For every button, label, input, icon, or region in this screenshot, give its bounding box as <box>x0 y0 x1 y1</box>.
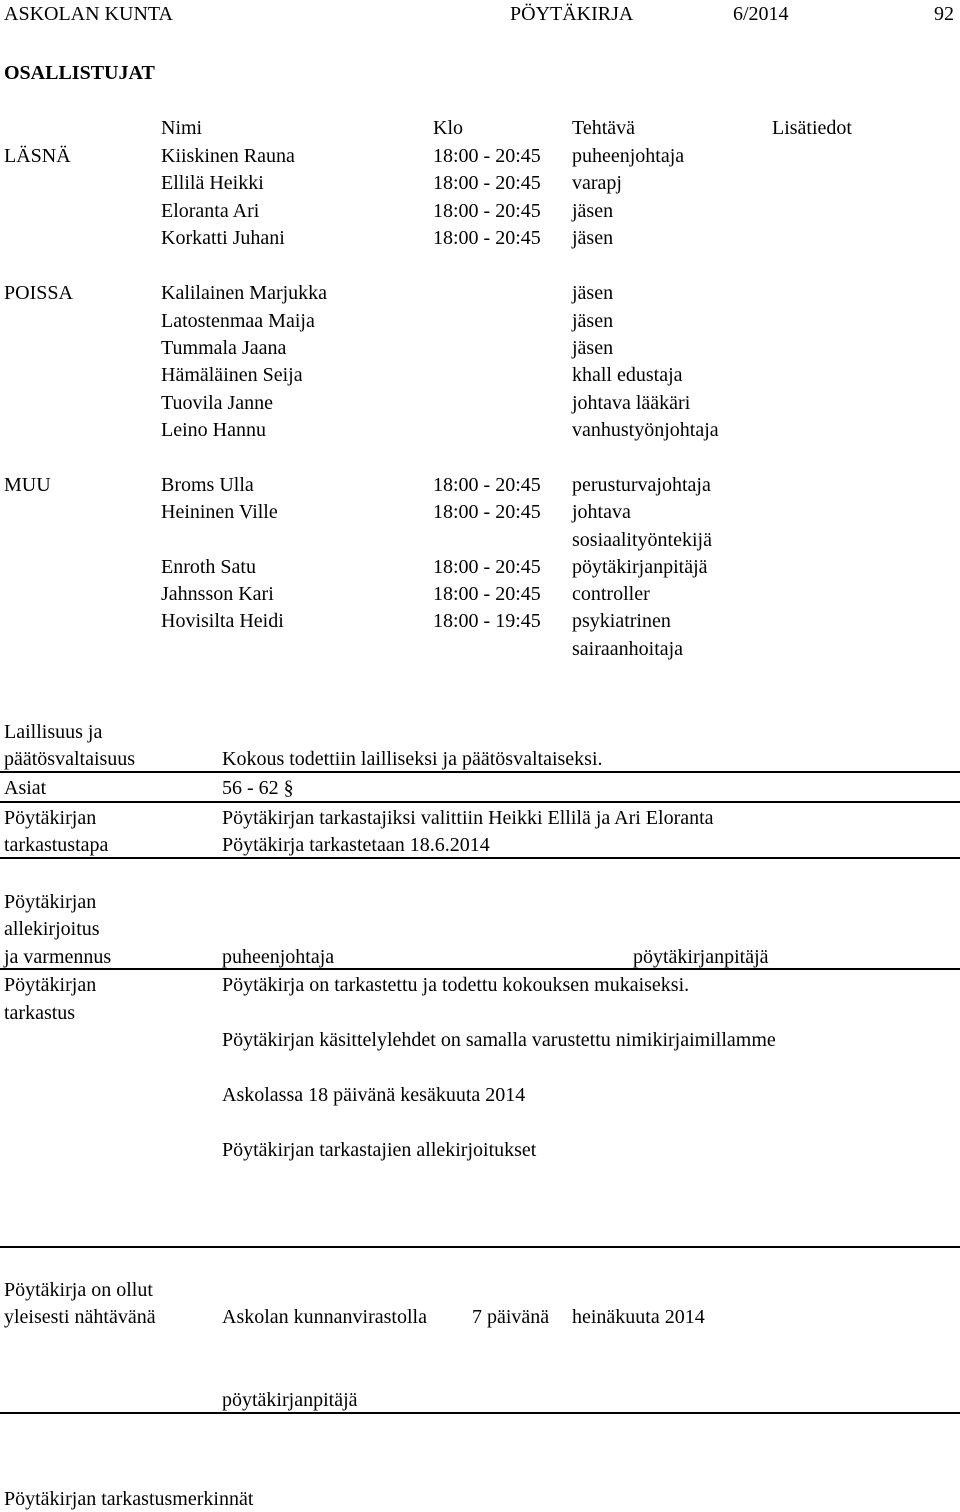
review-line3: Askolassa 18 päivänä kesäkuuta 2014 <box>222 1084 526 1106</box>
header-issue: 6/2014 <box>733 3 789 25</box>
participant-name: Eloranta Ari <box>161 200 260 222</box>
participant-role: psykiatrinen <box>572 610 671 632</box>
participant-role: jäsen <box>572 200 614 222</box>
participant-role: pöytäkirjanpitäjä <box>572 556 708 578</box>
participant-time: 18:00 - 20:45 <box>433 474 541 496</box>
participant-role: johtava <box>572 501 631 523</box>
participant-role: perusturvajohtaja <box>572 474 711 496</box>
participant-time: 18:00 - 20:45 <box>433 556 541 578</box>
participant-time: 18:00 - 20:45 <box>433 227 541 249</box>
review-label-line1: Pöytäkirjan <box>4 974 97 996</box>
participant-role: puheenjohtaja <box>572 145 685 167</box>
public-display-days: 7 päivänä <box>472 1306 550 1328</box>
participant-role: jäsen <box>572 310 614 332</box>
legality-text: Kokous todettiin lailliseksi ja päätösvaltaiseksi. <box>222 748 603 770</box>
public-display-label-line1: Pöytäkirja on ollut <box>4 1279 153 1301</box>
public-display-label-line2: yleisesti nähtävänä <box>4 1306 156 1328</box>
review-label-line2: tarkastus <box>4 1002 76 1024</box>
signature-secretary: pöytäkirjanpitäjä <box>633 946 769 968</box>
participant-role: vanhustyönjohtaja <box>572 419 719 441</box>
participant-name: Ellilä Heikki <box>161 172 264 194</box>
public-display-signer: pöytäkirjanpitäjä <box>222 1389 358 1411</box>
signature-label-line2: allekirjoitus <box>4 918 100 940</box>
divider <box>0 1412 960 1414</box>
review-line4: Pöytäkirjan tarkastajien allekirjoitukset <box>222 1139 537 1161</box>
participant-role: jäsen <box>572 227 614 249</box>
column-header-time: Klo <box>433 117 463 139</box>
review-method-line1: Pöytäkirjan tarkastajiksi valittiin Heikki Ellilä ja Ari Eloranta <box>222 807 714 829</box>
header-page-number: 92 <box>934 3 954 25</box>
divider <box>0 801 960 803</box>
divider <box>0 968 960 970</box>
participant-role: varapj <box>572 172 622 194</box>
legality-label-line1: Laillisuus ja <box>4 721 103 743</box>
present-label: LÄSNÄ <box>4 145 71 167</box>
participant-role: jäsen <box>572 282 614 304</box>
participant-role: jäsen <box>572 337 614 359</box>
participant-name: Enroth Satu <box>161 556 256 578</box>
other-label: MUU <box>4 474 51 496</box>
signature-label-line3: ja varmennus <box>4 946 112 968</box>
footer-label: Pöytäkirjan tarkastusmerkinnät <box>4 1488 254 1510</box>
review-line2: Pöytäkirjan käsittelylehdet on samalla varustettu nimikirjaimillamme <box>222 1029 776 1051</box>
participant-name: Kalilainen Marjukka <box>161 282 328 304</box>
signature-label-line1: Pöytäkirjan <box>4 891 97 913</box>
review-method-line2: Pöytäkirja tarkastetaan 18.6.2014 <box>222 834 490 856</box>
divider <box>0 1246 960 1248</box>
participant-name: Jahnsson Kari <box>161 583 274 605</box>
participant-name: Hovisilta Heidi <box>161 610 284 632</box>
header-doc-type: PÖYTÄKIRJA <box>510 3 634 25</box>
participant-time: 18:00 - 20:45 <box>433 200 541 222</box>
participant-name: Heininen Ville <box>161 501 278 523</box>
items-label: Asiat <box>4 777 47 799</box>
public-display-date: heinäkuuta 2014 <box>572 1306 705 1328</box>
items-value: 56 - 62 § <box>222 777 294 799</box>
participant-role-continued: sairaanhoitaja <box>572 638 684 660</box>
participant-time: 18:00 - 20:45 <box>433 172 541 194</box>
column-header-role: Tehtävä <box>572 117 636 139</box>
participant-time: 18:00 - 19:45 <box>433 610 541 632</box>
absent-label: POISSA <box>4 282 73 304</box>
column-header-name: Nimi <box>161 117 203 139</box>
review-line1: Pöytäkirja on tarkastettu ja todettu kokouksen mukaiseksi. <box>222 974 690 996</box>
public-display-place: Askolan kunnanvirastolla <box>222 1306 427 1328</box>
participant-name: Leino Hannu <box>161 419 266 441</box>
divider <box>0 771 960 773</box>
divider <box>0 857 960 859</box>
participant-time: 18:00 - 20:45 <box>433 501 541 523</box>
participant-role: khall edustaja <box>572 364 683 386</box>
participant-time: 18:00 - 20:45 <box>433 583 541 605</box>
legality-label-line2: päätösvaltaisuus <box>4 748 136 770</box>
header-municipality: ASKOLAN KUNTA <box>4 3 173 25</box>
participant-name: Korkatti Juhani <box>161 227 285 249</box>
participant-name: Kiiskinen Rauna <box>161 145 295 167</box>
participant-name: Tummala Jaana <box>161 337 287 359</box>
participant-time: 18:00 - 20:45 <box>433 145 541 167</box>
participant-name: Tuovila Janne <box>161 392 274 414</box>
participants-title: OSALLISTUJAT <box>4 62 155 84</box>
participant-name: Latostenmaa Maija <box>161 310 315 332</box>
column-header-notes: Lisätiedot <box>772 117 852 139</box>
review-method-label-line2: tarkastustapa <box>4 834 109 856</box>
participant-role-continued: sosiaalityöntekijä <box>572 529 712 551</box>
participant-role: controller <box>572 583 650 605</box>
participant-role: johtava lääkäri <box>572 392 691 414</box>
signature-chair: puheenjohtaja <box>222 946 335 968</box>
participant-name: Hämäläinen Seija <box>161 364 303 386</box>
review-method-label-line1: Pöytäkirjan <box>4 807 97 829</box>
participant-name: Broms Ulla <box>161 474 254 496</box>
